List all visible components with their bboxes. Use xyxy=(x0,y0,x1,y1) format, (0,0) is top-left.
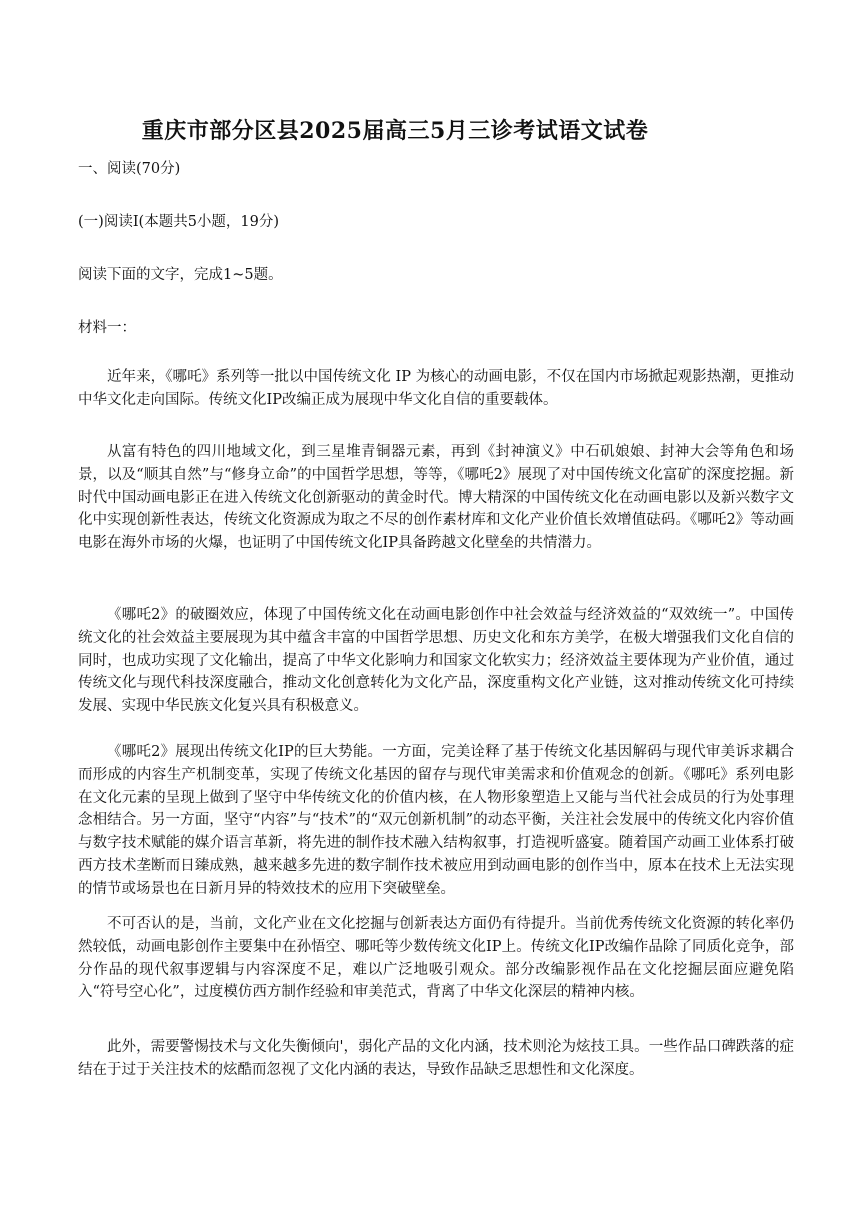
paragraph-4: 《哪吒2》展现出传统文化IP的巨大势能。一方面，完美诠释了基于传统文化基因解码与现代审美诉求耦合而形成的内容生产机制变革，实现了传统文化基因的留存与现代审美需求和价值观念的创新。《哪吒》系列电影在文化元素的呈现上做到了坚守中华传统文化的价值内核，在人物形象塑造上又能与当代社会成员的行为处事理念相结合。另一方面，坚守“内容”与“技术”的“双元创新机制”的动态平衡，关注社会发展中的传统文化内容价值与数字技术赋能的媒介语言革新，将先进的制作技术融入结构叙事，打造视听盛宴。随着国产动画工业体系打破西方技术垄断而日臻成熟，越来越多先进的数字制作技术被应用到动画电影的创作当中，原本在技术上无法实现的情节或场景也在日新月异的特效技术的应用下突破壁垒。 xyxy=(78,744,794,897)
exam-title: 重庆市部分区县2025届高三5月三诊考试语文试卷 xyxy=(141,118,649,144)
paragraph-3: 《哪吒2》的破圈效应，体现了中国传统文化在动画电影创作中社会效益与经济效益的“双效统一”。中国传统文化的社会效益主要展现为其中蕴含丰富的中国哲学思想、历史文化和东方美学，在极大增强我们文化自信的同时，也成功实现了文化输出，提高了中华文化影响力和国家文化软实力；经济效益主要体现为产业价值，通过传统文化与现代科技深度融合，推动文化创意转化为文化产品，深度重构文化产业链，这对推动传统文化可持续发展、实现中华民族文化复兴具有积极意义。 xyxy=(78,607,795,715)
subsection-heading: (一)阅读I(本题共5小题，19分) xyxy=(78,214,280,230)
paragraph-5: 不可否认的是，当前，文化产业在文化挖掘与创新表达方面仍有待提升。当前优秀传统文化资源的转化率仍然较低，动画电影创作主要集中在孙悟空、哪吒等少数传统文化IP上。传统文化IP改编作品除了同质化竞争，部分作品的现代叙事逻辑与内容深度不足，难以广泛地吸引观众。部分改编影视作品在文化挖掘层面应避免陷入“符号空心化”，过度模仿西方制作经验和审美范式，背离了中华文化深层的精神内核。 xyxy=(78,916,794,1001)
paragraph-2: 从富有特色的四川地域文化，到三星堆青铜器元素，再到《封神演义》中石矶娘娘、封神大会等角色和场景，以及“顺其自然”与“修身立命”的中国哲学思想，等等，《哪吒2》展现了对中国传统文化富矿的深度挖掘。新时代中国动画电影正在进入传统文化创新驱动的黄金时代。博大精深的中国传统文化在动画电影以及新兴数字文化中实现创新性表达，传统文化资源成为取之不尽的创作素材库和文化产业价值长效增值砝码。《哪吒2》等动画电影在海外市场的火爆，也证明了中国传统文化IP具备跨越文化壁垒的共情潜力。 xyxy=(78,444,794,552)
paragraph-6: 此外，需要警惕技术与文化失衡倾向'，弱化产品的文化内涵，技术则沦为炫技工具。一些作品口碑跌落的症结在于过于关注技术的炫酷而忽视了文化内涵的表达，导致作品缺乏思想性和文化深度。 xyxy=(78,1039,794,1078)
section-heading: 一、阅读(70分) xyxy=(78,161,181,177)
reading-instruction: 阅读下面的文字，完成1~5题。 xyxy=(78,267,283,283)
material-label: 材料一： xyxy=(78,320,136,336)
paragraph-1: 近年来，《哪吒》系列等一批以中国传统文化 IP 为核心的动画电影，不仅在国内市场掀起观影热潮，更推动中华文化走向国际。传统文化IP改编正成为展现中华文化自信的重要载体。 xyxy=(78,369,794,408)
